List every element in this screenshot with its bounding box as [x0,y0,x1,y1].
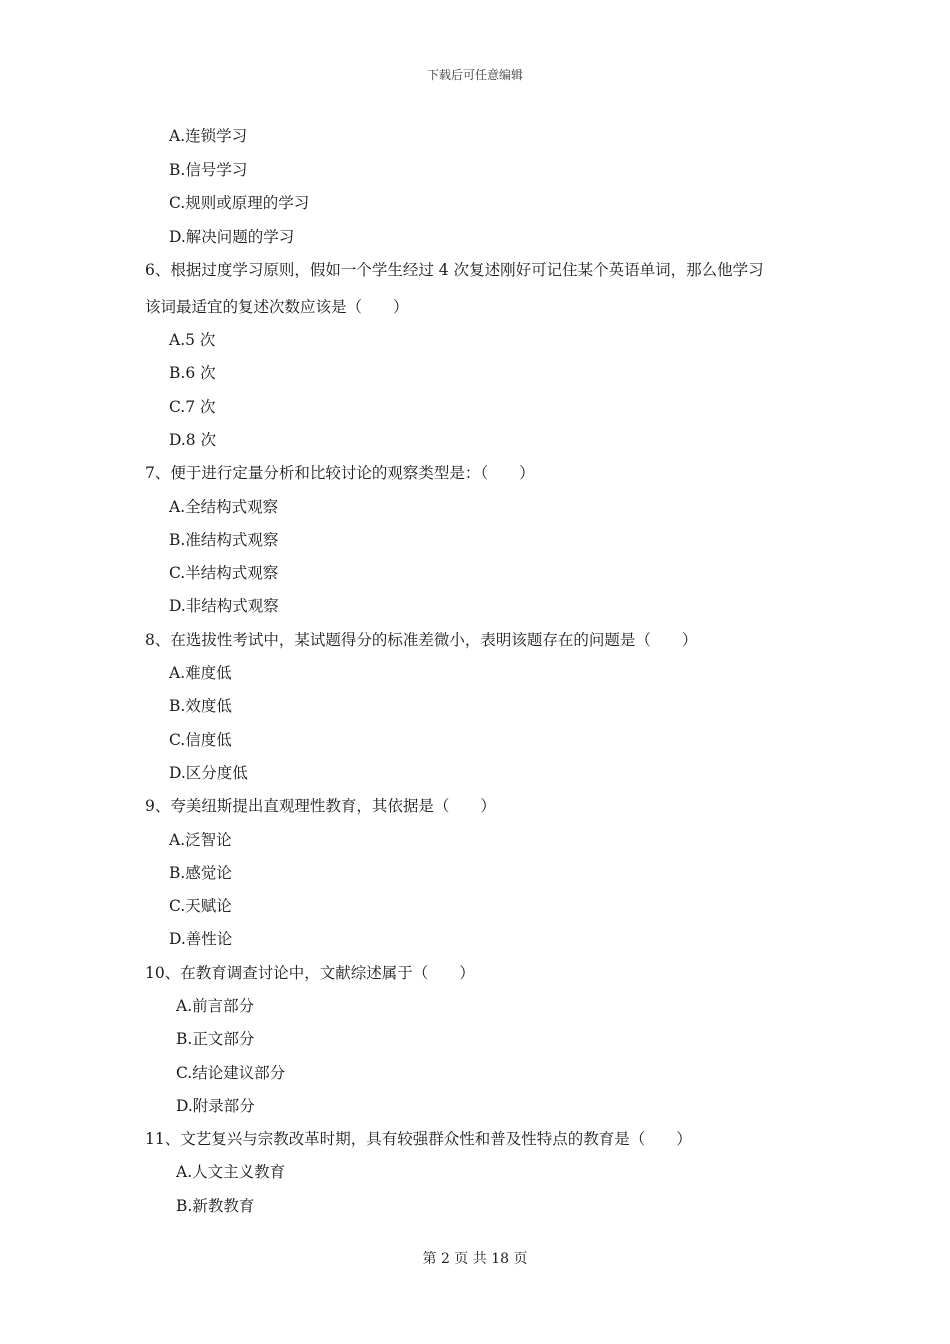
question-10: 10、在教育调查讨论中，文献综述属于（ ） [145,964,475,982]
option-9a: A.泛智论 [169,831,232,849]
option-7b: B.准结构式观察 [169,531,279,549]
option-7a: A.全结构式观察 [169,498,279,516]
question-6-cont: 该词最适宜的复述次数应该是（ ） [145,298,409,316]
option-11b: B.新教教育 [176,1197,255,1215]
option-10c: C.结论建议部分 [176,1064,286,1082]
option-5c: C.规则或原理的学习 [169,194,310,212]
question-7: 7、便于进行定量分析和比较讨论的观察类型是：（ ） [145,464,535,482]
option-9d: D.善性论 [169,930,233,948]
option-8c: C.信度低 [169,731,232,749]
option-10a: A.前言部分 [176,997,255,1015]
option-6c: C.7 次 [169,398,216,416]
question-6: 6、根据过度学习原则，假如一个学生经过 4 次复述刚好可记住某个英语单词，那么他学习 [145,261,764,279]
option-5d: D.解决问题的学习 [169,228,295,246]
option-5a: A.连锁学习 [169,127,248,145]
option-8b: B.效度低 [169,697,232,715]
option-9b: B.感觉论 [169,864,232,882]
option-5b: B.信号学习 [169,161,248,179]
option-6d: D.8 次 [169,431,217,449]
page-header: 下载后可任意编辑 [426,68,523,82]
question-9: 9、夸美纽斯提出直观理性教育，其依据是（ ） [145,797,496,815]
question-11: 11、文艺复兴与宗教改革时期，具有较强群众性和普及性特点的教育是（ ） [145,1130,692,1148]
option-6a: A.5 次 [169,331,216,349]
option-7d: D.非结构式观察 [169,597,279,615]
option-9c: C.天赋论 [169,897,232,915]
option-6b: B.6 次 [169,364,216,382]
option-11a: A.人文主义教育 [176,1163,286,1181]
option-7c: C.半结构式观察 [169,564,279,582]
question-8: 8、在选拔性考试中，某试题得分的标准差微小，表明该题存在的问题是（ ） [145,631,698,649]
option-10d: D.附录部分 [176,1097,255,1115]
option-10b: B.正文部分 [176,1030,255,1048]
page-footer: 第 2 页 共 18 页 [422,1251,528,1267]
option-8d: D.区分度低 [169,764,248,782]
option-8a: A.难度低 [169,664,232,682]
